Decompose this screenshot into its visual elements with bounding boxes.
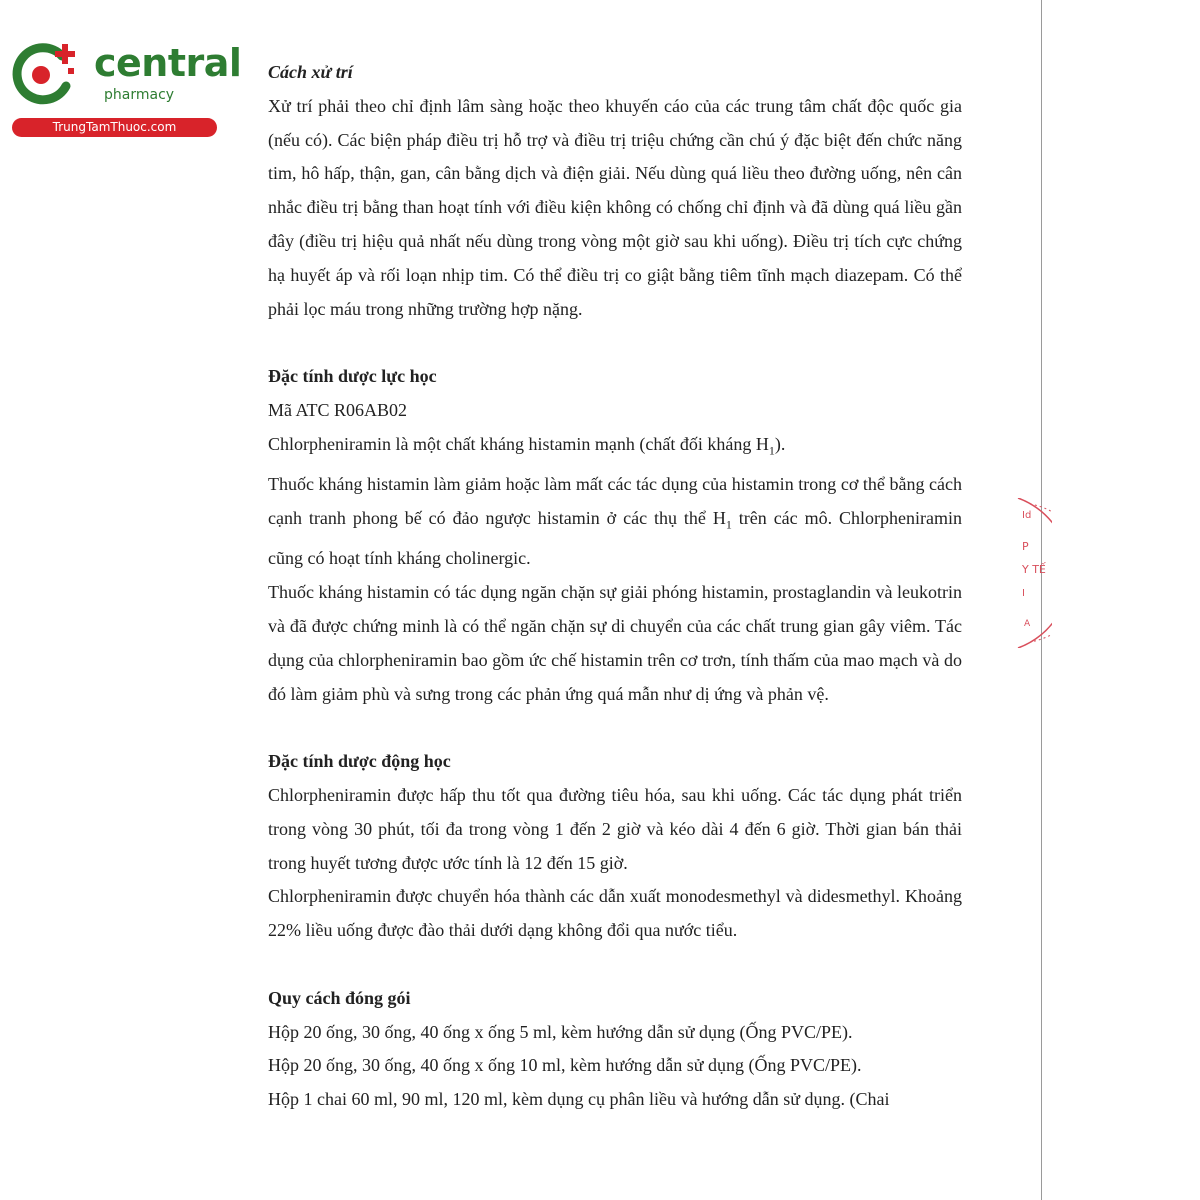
pharmacy-cross-logo-icon <box>10 40 78 108</box>
svg-text:Id: Id <box>1022 510 1032 521</box>
overdose-treatment-paragraph: Xử trí phải theo chỉ định lâm sàng hoặc theo khuyến cáo của các trung tâm chất độc quốc gia (nếu có). Các biện pháp điều trị hỗ trợ và điều trị triệu chứng cần chú ý đặc biệt đến chức năng tim, hô hấp, thận, gan, cân bằng dịch và điện giải. Nếu dùng quá liều theo đường uống, nên cân nhắc điều trị bằng than hoạt tính với điều kiện không có chống chỉ định và đã dùng quá liều gần đây (điều trị hiệu quả nhất nếu dùng trong vòng một giờ sau khi uống). Điều trị tích cực chứng hạ huyết áp và rối loạn nhịp tim. Có thể điều trị co giật bằng tiêm tĩnh mạch diazepam. Có thể phải lọc máu trong những trường hợp nặng. <box>268 95 962 319</box>
brand-name: central <box>94 41 242 85</box>
pharmacodynamics-paragraph-2: Thuốc kháng histamin làm giảm hoặc làm mất các tác dụng của histamin trong cơ thể bằng cách cạnh tranh phong bế có đảo ngược histamin ở các thụ thể $H_1$ trên các mô. Chlorpheniramin cũng có hoạt tính kháng cholinergic. <box>268 474 962 569</box>
svg-text:P: P <box>1022 540 1029 553</box>
pharmacokinetics-paragraph-2: Chlorpheniramin được chuyển hóa thành các dẫn xuất monodesmethyl và didesmethyl. Khoảng 22% liều uống được đào thải dưới dạng không đổi qua nước tiểu. <box>268 886 962 941</box>
central-pharmacy-logo <box>8 38 242 138</box>
section-heading-overdose-treatment: Cách xử trí <box>268 62 353 82</box>
svg-text:A: A <box>1024 619 1031 629</box>
packaging-line-1: Hộp 20 ống, 30 ống, 40 ống x ống 5 ml, kèm hướng dẫn sử dụng (Ống PVC/PE). <box>268 1021 853 1042</box>
brand-subtitle: pharmacy <box>104 87 175 103</box>
pharmacodynamics-paragraph-1: Chlorpheniramin là một chất kháng histamin mạnh (chất đối kháng $H_1$). <box>268 433 786 458</box>
packaging-line-3: Hộp 1 chai 60 ml, 90 ml, 120 ml, kèm dụng cụ phân liều và hướng dẫn sử dụng. (Chai <box>268 1089 890 1110</box>
section-heading-pharmacokinetics: Đặc tính dược động học <box>268 751 451 772</box>
svg-text:Y TẾ: Y TẾ <box>1022 563 1046 576</box>
website-badge: TrungTamThuoc.com <box>12 118 217 137</box>
section-heading-packaging: Quy cách đóng gói <box>268 987 411 1008</box>
atc-code: Mã ATC R06AB02 <box>268 399 408 420</box>
document-body <box>268 56 962 1117</box>
svg-text:I: I <box>1022 588 1025 599</box>
pharmacokinetics-paragraph-1: Chlorpheniramin được hấp thu tốt qua đường tiêu hóa, sau khi uống. Các tác dụng phát triển trong vòng 30 phút, tối đa trong vòng 1 đến 2 giờ và kéo dài 4 đến 6 giờ. Thời gian bán thải trong huyết tương được ước tính là 12 đến 15 giờ. <box>268 784 962 873</box>
red-seal-stamp <box>1012 498 1052 648</box>
section-heading-pharmacodynamics: Đặc tính dược lực học <box>268 366 437 387</box>
packaging-line-2: Hộp 20 ống, 30 ống, 40 ống x ống 10 ml, kèm hướng dẫn sử dụng (Ống PVC/PE). <box>268 1055 862 1076</box>
pharmacodynamics-paragraph-3: Thuốc kháng histamin có tác dụng ngăn chặn sự giải phóng histamin, prostaglandin và leukotrin và đã được chứng minh là có thể ngăn chặn sự di chuyển của các chất trung gian gây viêm. Tác dụng của chlorpheniramin bao gồm ức chế histamin trên cơ trơn, tính thấm của mao mạch và do đó làm giảm phù và sưng trong các phản ứng quá mẫn như dị ứng và phản vệ. <box>268 582 962 704</box>
